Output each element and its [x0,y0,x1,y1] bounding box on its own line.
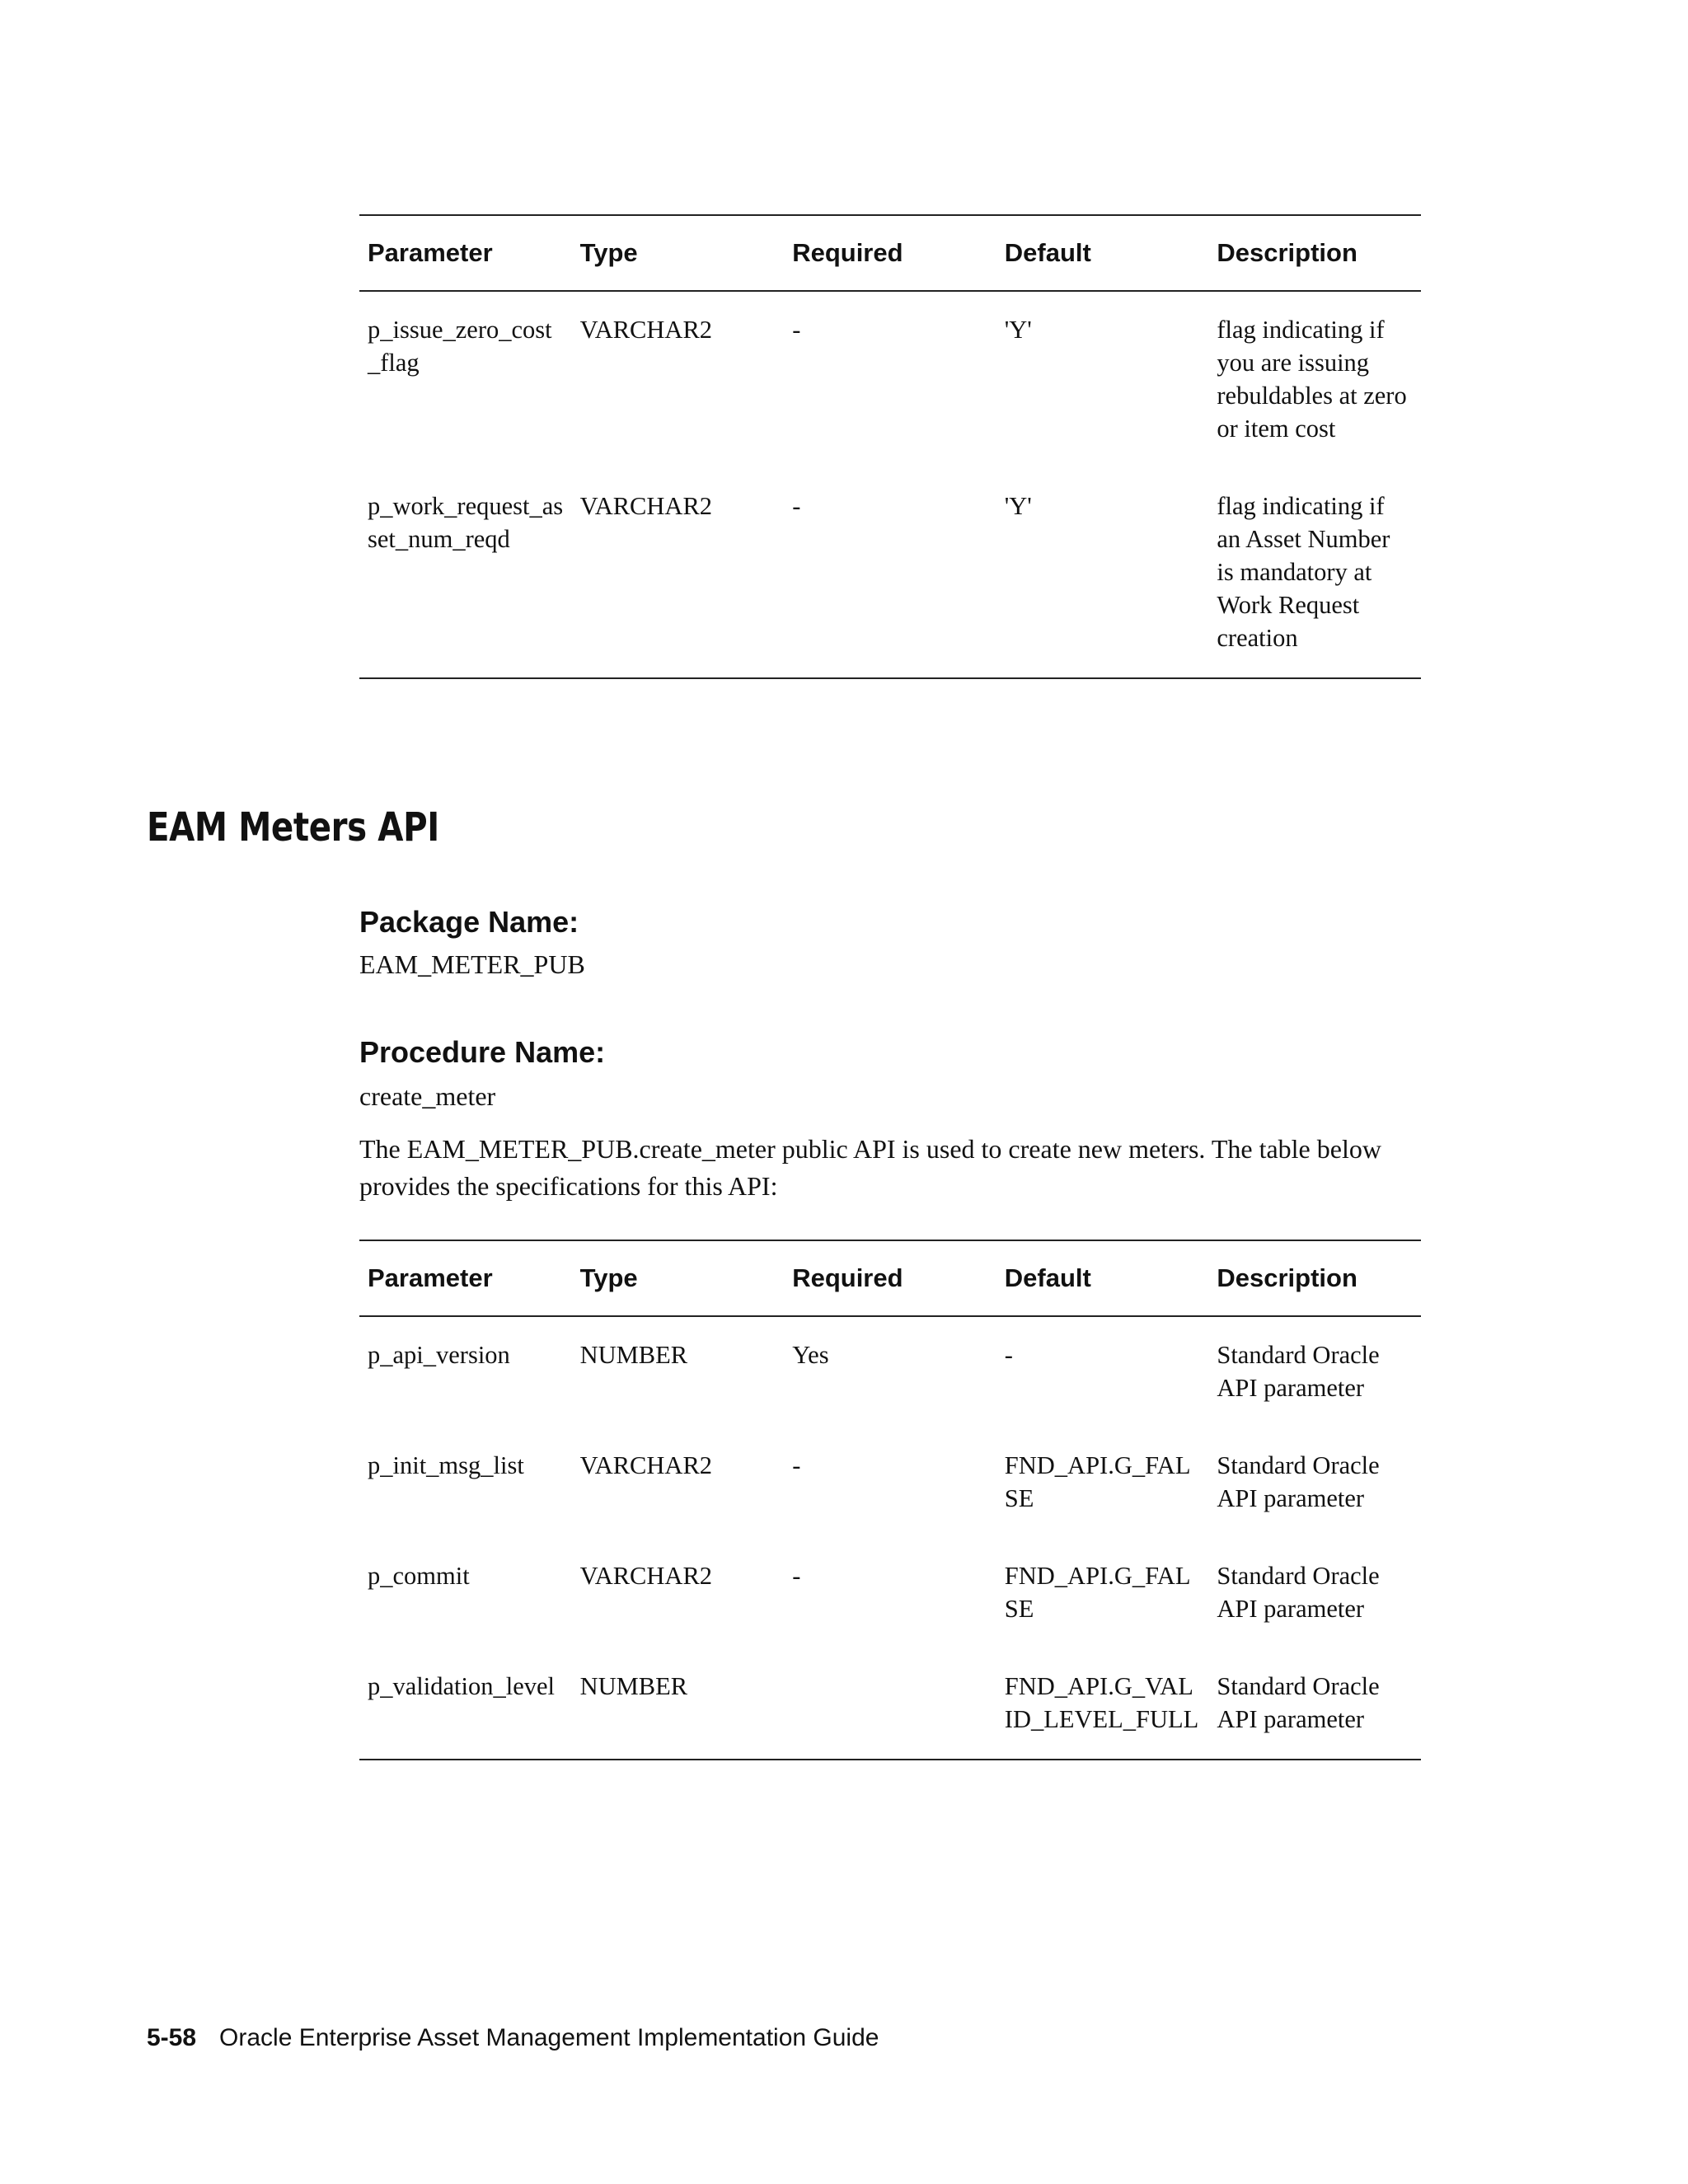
header-parameter: Parameter [359,1240,572,1316]
cell-parameter: p_init_msg_list [368,1451,524,1479]
cell-description: Standard Oracle API parameter [1217,1451,1380,1512]
cell-parameter: p_commit [368,1562,470,1590]
create-meter-parameters-table [359,1240,1421,1760]
cell-description: flag indicating if an Asset Number is mandatory at Work Request creation [1208,468,1421,678]
cell-description: flag indicating if you are issuing rebuldables at zero or item cost [1217,316,1407,443]
header-type: Type [572,1240,785,1316]
header-description: Description [1208,215,1421,291]
cell-required: - [792,316,801,344]
api-description: The EAM_METER_PUB.create_meter public API is used to create new meters. The table below provides the specifications for this API: [359,1134,1381,1201]
cell-default: - [1004,1341,1013,1369]
cell-type: VARCHAR2 [579,316,713,344]
cell-type: VARCHAR2 [572,468,785,678]
cell-required: - [792,1562,801,1590]
table-row [359,1648,1421,1760]
header-required: Required [784,1240,996,1316]
header-required: Required [784,215,996,291]
procedure-name-label: Procedure Name: [359,1035,606,1069]
book-title: Oracle Enterprise Asset Management Implementation Guide [219,2024,879,2051]
header-parameter: Parameter [359,215,572,291]
header-default: Default [996,215,1209,291]
cell-default: 'Y' [996,468,1209,678]
table-row [359,468,1421,678]
table-row [359,1427,1421,1538]
cell-required: - [784,468,996,678]
cell-default: FND_API.G_FALSE [1004,1451,1191,1512]
cell-type: NUMBER [572,1648,785,1760]
table-header-row [359,1240,1421,1316]
package-name-label: Package Name: [359,905,579,939]
cell-parameter: p_work_request_asset_num_reqd [359,468,572,678]
table-row [359,1538,1421,1648]
header-description: Description [1208,1240,1421,1316]
cell-description: Standard Oracle API parameter [1217,1341,1380,1402]
cell-type: VARCHAR2 [579,1562,713,1590]
parameters-table-continued [359,214,1421,679]
cell-type: NUMBER [579,1341,688,1369]
cell-type: VARCHAR2 [579,1451,713,1479]
cell-required [784,1648,996,1760]
cell-required: - [792,1451,801,1479]
cell-default: 'Y' [1004,316,1032,344]
cell-default: FND_API.G_FALSE [1004,1562,1191,1623]
cell-parameter: p_api_version [368,1341,510,1369]
table-row [359,291,1421,468]
header-type: Type [572,215,785,291]
procedure-name-value: create_meter [359,1081,496,1111]
package-name-value: EAM_METER_PUB [359,949,585,979]
cell-required: Yes [792,1341,829,1369]
page-number: 5-58 [147,2024,197,2051]
cell-default: FND_API.G_VALID_LEVEL_FULL [996,1648,1209,1760]
table-row [359,1316,1421,1427]
table-header-row [359,215,1421,291]
page-footer [147,2024,879,2052]
cell-parameter: p_issue_zero_cost_flag [368,316,552,377]
cell-description: Standard Oracle API parameter [1208,1648,1421,1760]
cell-description: Standard Oracle API parameter [1217,1562,1380,1623]
cell-parameter: p_validation_level [359,1648,572,1760]
section-title: EAM Meters API [147,804,439,851]
header-default: Default [996,1240,1209,1316]
